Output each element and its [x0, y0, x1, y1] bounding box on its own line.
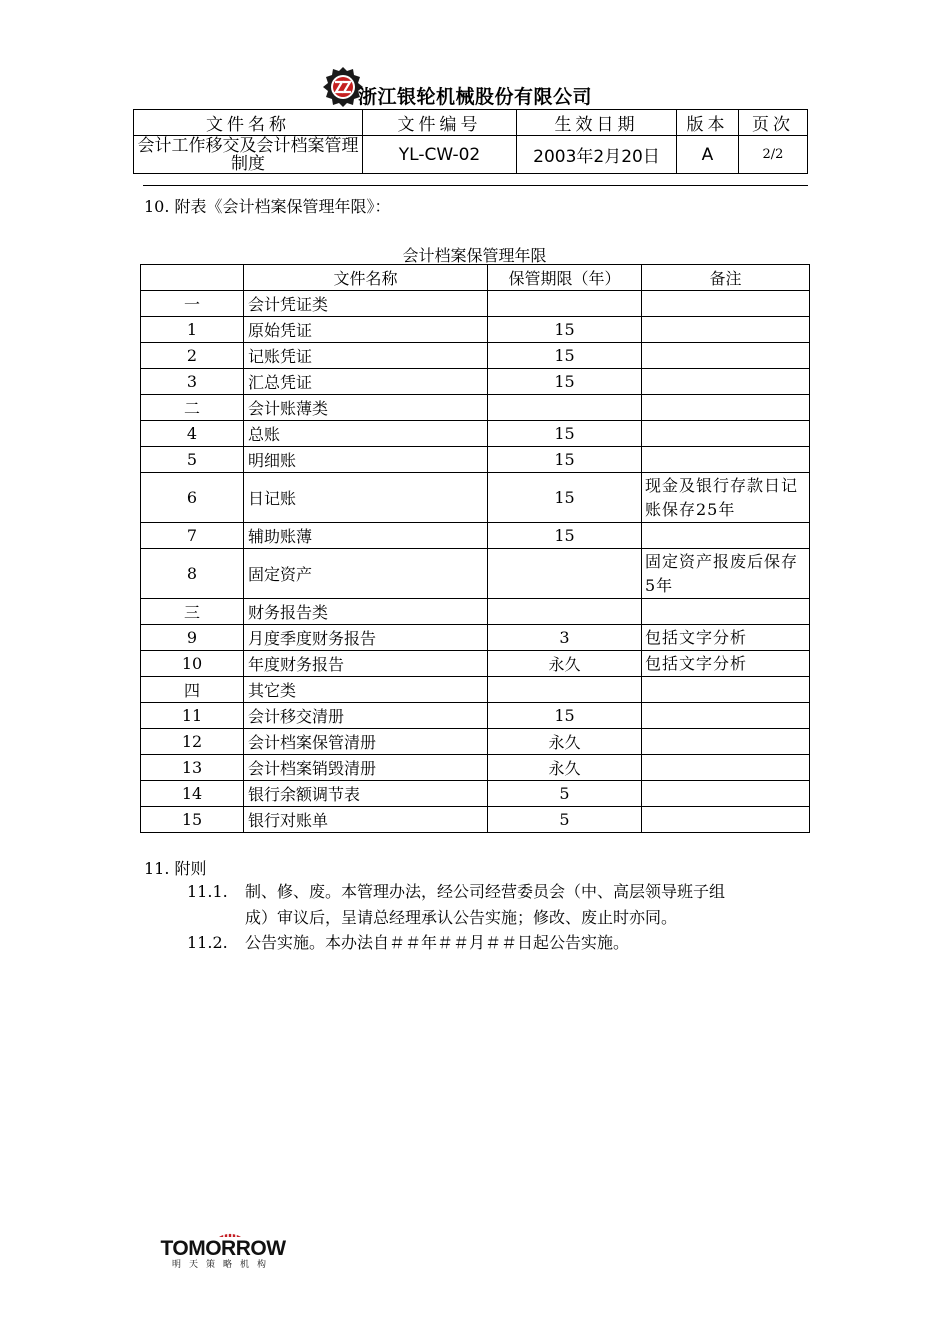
file-name: 原始凭证 — [244, 317, 488, 343]
column-header: 备注 — [642, 265, 810, 291]
remark — [642, 369, 810, 395]
remark — [642, 447, 810, 473]
label-version: 版本 — [677, 110, 739, 136]
effective-date: 2003年2月20日 — [517, 136, 677, 174]
table-row — [141, 421, 810, 447]
file-name: 月度季度财务报告 — [244, 625, 488, 651]
table-row — [141, 317, 810, 343]
file-name: 会计档案销毁清册 — [244, 755, 488, 781]
remark — [642, 781, 810, 807]
row-number: 14 — [141, 781, 244, 807]
doc-title: 会计工作移交及会计档案管理制度 — [134, 136, 363, 174]
remark — [642, 291, 810, 317]
label-doc-name: 文件名称 — [134, 110, 363, 136]
file-name: 会计移交清册 — [244, 703, 488, 729]
file-name: 总账 — [244, 421, 488, 447]
remark — [642, 421, 810, 447]
table-row — [141, 625, 810, 651]
table-row — [141, 549, 810, 599]
doc-code: YL-CW-02 — [363, 136, 517, 174]
row-number: 三 — [141, 599, 244, 625]
file-name: 辅助账薄 — [244, 523, 488, 549]
row-number: 二 — [141, 395, 244, 421]
clause-text-continued: 成）审议后，呈请总经理承认公告实施；修改、废止时亦同。 — [245, 908, 678, 927]
retention-period: 15 — [488, 523, 642, 549]
remark: 现金及银行存款日记账保存25年 — [642, 473, 810, 523]
row-number: 9 — [141, 625, 244, 651]
retention-period: 15 — [488, 473, 642, 523]
tomorrow-logo-text: TOMORROW — [160, 1237, 286, 1260]
tomorrow-logo-subtitle: 明天策略机构 — [171, 1260, 275, 1270]
file-name: 会计档案保管清册 — [244, 729, 488, 755]
row-number: 5 — [141, 447, 244, 473]
remark — [642, 677, 810, 703]
table-row — [141, 677, 810, 703]
label-page: 页次 — [739, 110, 808, 136]
retention-period: 5 — [488, 781, 642, 807]
row-number: 12 — [141, 729, 244, 755]
label-effective-date: 生效日期 — [517, 110, 677, 136]
page-number: 2/2 — [739, 136, 808, 174]
table-row — [141, 781, 810, 807]
table-header-row — [141, 265, 810, 291]
retention-period — [488, 395, 642, 421]
retention-period: 15 — [488, 369, 642, 395]
table-row — [141, 807, 810, 833]
table-row — [141, 291, 810, 317]
table-row — [141, 651, 810, 677]
version: A — [677, 136, 739, 174]
remark — [642, 807, 810, 833]
clause-number: 11.2. — [187, 933, 228, 952]
file-name: 固定资产 — [244, 549, 488, 599]
table-row — [141, 395, 810, 421]
clause-text: 公告实施。本办法自＃＃年＃＃月＃＃日起公告实施。 — [245, 933, 630, 952]
remark: 包括文字分析 — [642, 651, 810, 677]
table-row — [141, 599, 810, 625]
retention-period — [488, 599, 642, 625]
file-name: 会计凭证类 — [244, 291, 488, 317]
row-number: 15 — [141, 807, 244, 833]
row-number: 4 — [141, 421, 244, 447]
table-row — [141, 703, 810, 729]
table-row — [141, 369, 810, 395]
table-row — [141, 447, 810, 473]
retention-period: 永久 — [488, 755, 642, 781]
remark — [642, 317, 810, 343]
archive-retention-table — [140, 264, 810, 833]
divider — [143, 185, 808, 186]
retention-period — [488, 291, 642, 317]
row-number: 四 — [141, 677, 244, 703]
remark — [642, 729, 810, 755]
remark: 包括文字分析 — [642, 625, 810, 651]
remark — [642, 395, 810, 421]
file-name: 银行对账单 — [244, 807, 488, 833]
file-name: 会计账薄类 — [244, 395, 488, 421]
company-name: 浙江银轮机械股份有限公司 — [358, 86, 593, 108]
file-name: 银行余额调节表 — [244, 781, 488, 807]
remark — [642, 599, 810, 625]
row-number: 13 — [141, 755, 244, 781]
retention-period: 5 — [488, 807, 642, 833]
column-header: 文件名称 — [244, 265, 488, 291]
clause-text: 制、修、废。本管理办法，经公司经营委员会（中、高层领导班子组 — [245, 882, 726, 901]
company-header — [0, 66, 950, 110]
retention-period: 15 — [488, 343, 642, 369]
row-number: 7 — [141, 523, 244, 549]
row-number: 一 — [141, 291, 244, 317]
clause-number: 11.1. — [187, 882, 228, 901]
table-row — [141, 755, 810, 781]
column-header: 保管期限（年） — [488, 265, 642, 291]
file-name: 其它类 — [244, 677, 488, 703]
table-row — [141, 473, 810, 523]
section-10-title: 10. 附表《会计档案保管理年限》： — [144, 197, 391, 216]
column-header — [141, 265, 244, 291]
remark — [642, 343, 810, 369]
row-number: 10 — [141, 651, 244, 677]
table-row — [141, 729, 810, 755]
row-number: 3 — [141, 369, 244, 395]
retention-period: 3 — [488, 625, 642, 651]
file-name: 明细账 — [244, 447, 488, 473]
file-name: 记账凭证 — [244, 343, 488, 369]
table-caption: 会计档案保管理年限 — [402, 246, 547, 265]
label-doc-code: 文件编号 — [363, 110, 517, 136]
retention-period: 永久 — [488, 651, 642, 677]
file-name: 年度财务报告 — [244, 651, 488, 677]
file-name: 汇总凭证 — [244, 369, 488, 395]
tomorrow-logo — [141, 1212, 306, 1270]
retention-period: 15 — [488, 447, 642, 473]
table-row — [141, 523, 810, 549]
retention-period — [488, 677, 642, 703]
row-number: 8 — [141, 549, 244, 599]
remark — [642, 755, 810, 781]
section-11-title: 11. 附则 — [144, 859, 207, 878]
remark — [642, 523, 810, 549]
retention-period: 15 — [488, 317, 642, 343]
row-number: 1 — [141, 317, 244, 343]
table-row — [141, 343, 810, 369]
retention-period: 15 — [488, 703, 642, 729]
row-number: 2 — [141, 343, 244, 369]
header-values-row — [134, 136, 808, 174]
row-number: 6 — [141, 473, 244, 523]
header-labels-row — [134, 110, 808, 136]
row-number: 11 — [141, 703, 244, 729]
retention-period — [488, 549, 642, 599]
document-header-table — [133, 109, 808, 174]
remark: 固定资产报废后保存5年 — [642, 549, 810, 599]
remark — [642, 703, 810, 729]
retention-period: 永久 — [488, 729, 642, 755]
file-name: 财务报告类 — [244, 599, 488, 625]
retention-period: 15 — [488, 421, 642, 447]
file-name: 日记账 — [244, 473, 488, 523]
